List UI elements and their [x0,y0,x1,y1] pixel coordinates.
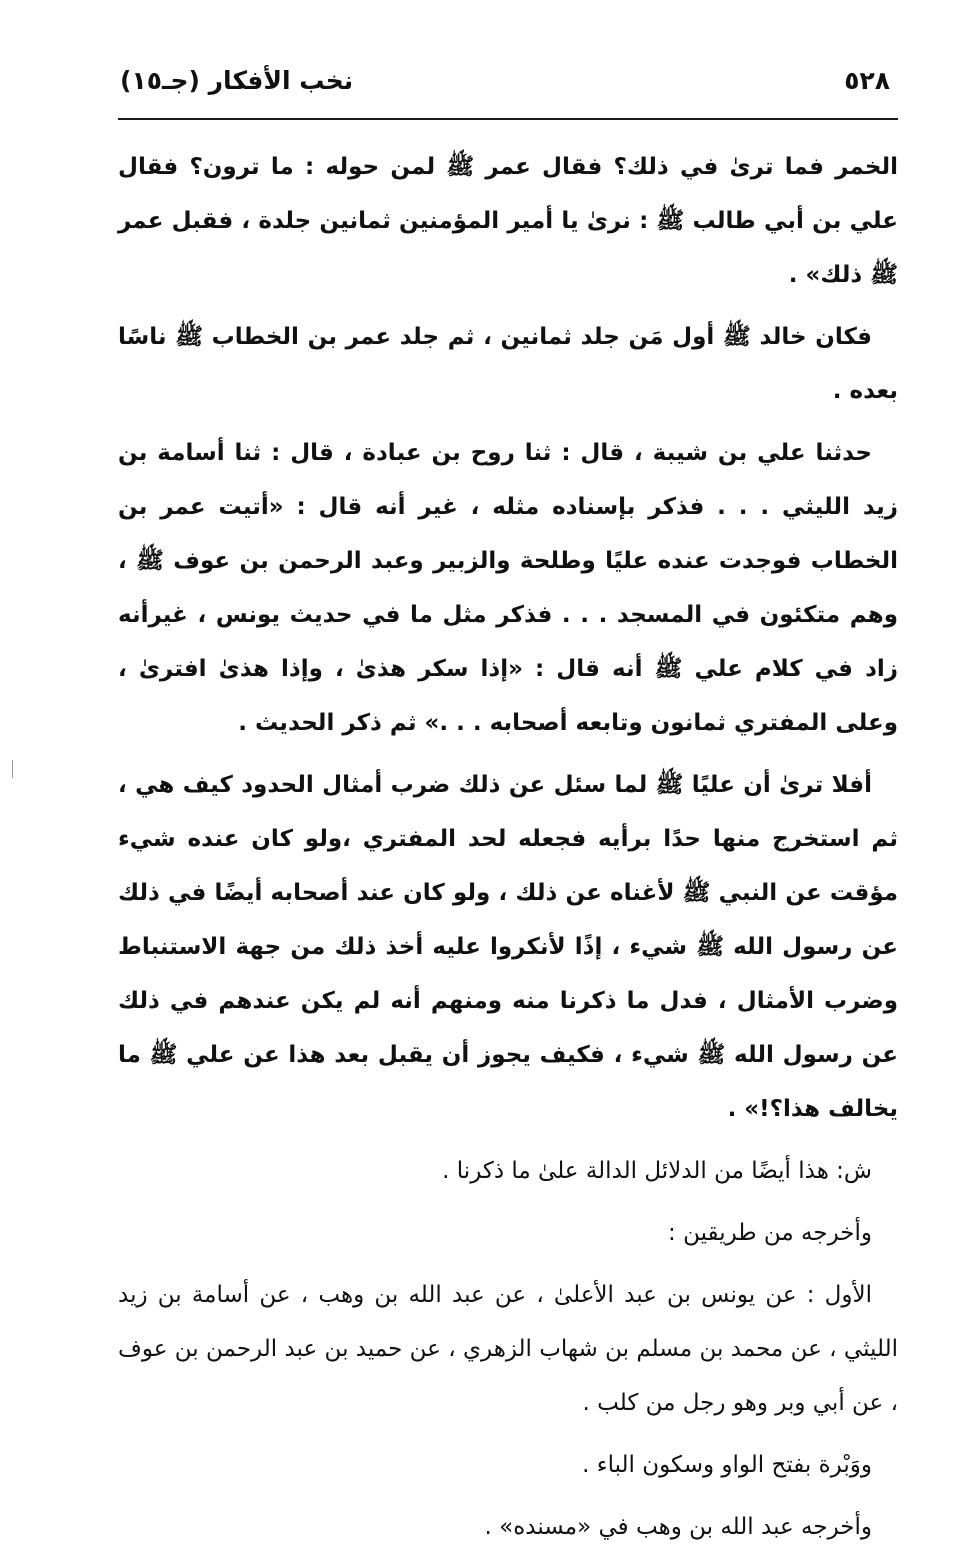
paragraph-musnad: وأخرجه عبد الله بن وهب في «مسنده» . [484,1514,872,1540]
paragraph-isnad: حدثنا علي بن شيبة ، قال : ثنا روح بن عبادة ، قال : ثنا أسامة بن زيد الليثي . . . فذكر بإسناده مثله ، غير أنه قال : «أتيت عمر بن الخطاب فوجدت عنده عليًا وطلحة والزبير وعبد الرحمن بن عوف ﷺ ، وهم متكئون في المسجد . . . فذكر مثل ما في حديث يونس ، غيرأنه زاد في كلام علي ﷺ أنه قال : «إذا سكر هذىٰ ، وإذا هذىٰ افترىٰ ، وعلى المفتري ثمانون وتابعه أصحابه . . .» ثم ذكر الحديث . [118,440,898,736]
paragraph-ali-analogy: أفلا ترىٰ أن عليًا ﷺ لما سئل عن ذلك ضرب أمثال الحدود كيف هي ، ثم استخرج منها حدًا برأيه فجعله لحد المفتري ،ولو كان عنده شيء مؤقت عن النبي ﷺ لأغناه عن ذلك ، ولو كان عند أصحابه أيضًا في ذلك عن رسول الله ﷺ شيء ، إذًا لأنكروا عليه أخذ ذلك من جهة الاستنباط وضرب الأمثال ، فدل ما ذكرنا منه ومنهم أنه لم يكن عندهم في ذلك عن رسول الله ﷺ شيء ، فكيف يجوز أن يقبل بعد هذا عن علي ﷺ ما يخالف هذا؟!» . [118,772,898,1122]
paragraph-continued-hadith: الخمر فما ترىٰ في ذلك؟ فقال عمر ﷺ لمن حوله : ما ترون؟ فقال علي بن أبي طالب ﷺ : نرىٰ يا أمير المؤمنين ثمانين جلدة ، فقبل عمر ﷺ ذلك» . [118,154,898,288]
margin-mark [12,760,13,778]
paragraph-commentary: ش: هذا أيضًا من الدلائل الدالة علىٰ ما ذكرنا . [442,1158,872,1184]
header-divider [118,118,898,120]
paragraph-wabra-note: ووَبْرة بفتح الواو وسكون الباء . [582,1452,872,1478]
page-header [118,64,898,104]
paragraph-two-routes: وأخرجه من طريقين : [668,1220,872,1246]
paragraph-first-route: الأول : عن يونس بن عبد الأعلىٰ ، عن عبد الله بن وهب ، عن أسامة بن زيد الليثي ، عن محمد بن مسلم بن شهاب الزهري ، عن حميد بن عبد الرحمن بن عوف ، عن أبي وبر وهو رجل من كلب . [118,1282,898,1416]
book-page [118,64,898,1562]
running-title: نخب الأفكار (جـ١٥) [120,66,354,95]
page-number: ٥٢٨ [844,66,890,95]
paragraph-khalid: فكان خالد ﷺ أول مَن جلد ثمانين ، ثم جلد عمر بن الخطاب ﷺ ناسًا بعده . [118,324,898,404]
